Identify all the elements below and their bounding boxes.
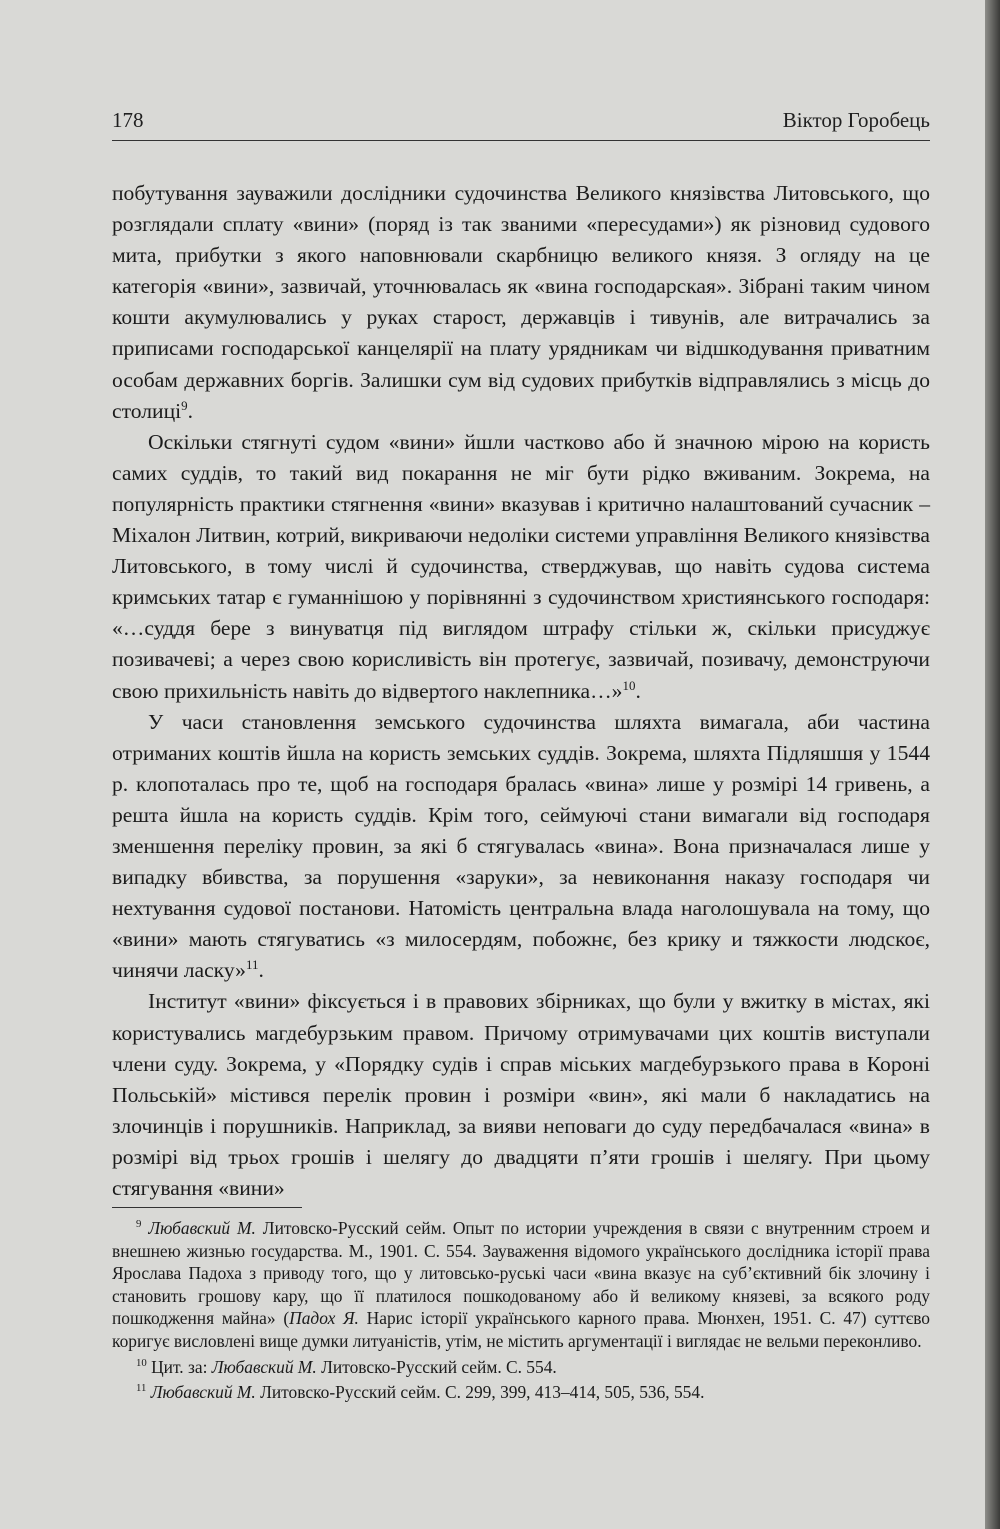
paragraph-1-text: побутування зауважили дослідники судочинства Великого князівства Литовського, що розглядали сплату «вини» (поряд із так званими «пересудами») як різновид судового мита, прибутки з якого наповнювали скарбницю великого князя. З огляду на це категорія «вини», зазвичай, уточнювалась як «вина господарская». Зібрані таким чином кошти акумулювались у руках старост, державців і тивунів, але витрачались за приписами господарської канцелярії на плату урядникам чи відшкодування приватним особам державних боргів. Залишки сум від судових прибутків відправлялись з місць до столиці — [112, 181, 930, 423]
footnote-11 — [112, 1381, 930, 1404]
paragraph-1-end: . — [187, 398, 194, 423]
footnote-text: Литовско-Русский сейм. Опыт по истории учреждения в связи с внутренним строем и внешнею жизнью государства. М., 1901. С. 554. Зауваження відомого українського дослідника історії права Ярослава Падоха з приводу того, що у литовсько-руські часи «вина вказує на суб’єктивний бік злочину і становить грошову кару, що її платилося пошкодованому або й великому князеві, за всякого роду пошкодження майна» ( — [112, 1218, 930, 1329]
footnote-divider — [112, 1207, 302, 1208]
footnote-author: Любавский М. — [150, 1382, 256, 1403]
paragraph-1 — [112, 178, 930, 427]
paragraph-3 — [112, 707, 930, 987]
footnotes — [112, 1217, 930, 1404]
footnote-author: Любавский М. — [211, 1356, 317, 1377]
page-number: 178 — [112, 108, 144, 132]
footnote-prefix: Цит. за: — [151, 1356, 212, 1377]
paragraph-4 — [112, 986, 930, 1204]
paragraph-3-text: У часи становлення земського судочинства шляхта вимагала, аби частина отриманих коштів йшла на користь земських суддів. Зокрема, шляхта Підляшшя у 1544 р. клопоталась про те, щоб на господаря бралась «вина» лише у розмірі 14 гривень, а решта йшла на користь суддів. Крім того, сеймуючі стани вимагали від господаря зменшення переліку провин, за які б стягувалась «вина». Вона призначалася лише у випадку вбивства, за порушення «заруки», за невиконання наказу господаря чи нехтування судової постанови. Натомість центральна влада наголошувала на тому, що «вини» мають стягуватись «з милосердям, побожнє, без крику и тяжкости людскоє, чинячи ласку» — [112, 709, 930, 983]
page-header — [112, 108, 930, 141]
paragraph-3-end: . — [258, 958, 264, 983]
footnote-10 — [112, 1356, 930, 1379]
footnote-text: Литовско-Русский сейм. С. 299, 399, 413–414, 505, 536, 554. — [255, 1382, 705, 1403]
running-head-author: Віктор Горобець — [782, 108, 930, 132]
note-ref-10: 10 — [622, 677, 636, 693]
main-text — [112, 178, 930, 1204]
page-edge-shadow — [985, 0, 1000, 1529]
footnote-text-2: Нарис історії українського карного права. Мюнхен, 1951. С. 47) суттєво коригує висловлені вище думки литуаністів, утім, не містить аргументації і виглядає не вельми переконливо. — [112, 1308, 930, 1351]
note-ref-11: 11 — [245, 957, 259, 973]
paragraph-2 — [112, 427, 930, 707]
footnote-text: Литовско-Русский сейм. С. 554. — [316, 1356, 557, 1377]
note-ref-9: 9 — [181, 397, 188, 413]
footnote-mark: 11 — [136, 1382, 147, 1395]
footnote-mark: 9 — [136, 1218, 142, 1231]
footnote-author-2: Падох Я. — [289, 1308, 359, 1329]
paragraph-2-text: Оскільки стягнуті судом «вини» йшли частково або й значною мірою на користь самих суддів, то такий вид покарання не міг бути рідко вживаним. Зокрема, на популярність практики стягнення «вини» вказував і критично налаштований сучасник – Міхалон Литвин, котрий, викриваючи недоліки системи управління Великого князівства Литовського, в тому числі й судочинства, стверджував, що навіть судова система кримських татар є гуманнішою у порівнянні з судочинством християнського господаря: «…суддя бере з винуватця під виглядом штрафу стільки ж, скільки присуджує позивачеві; а через свою корисливість він протегує, зазвичай, позивачу, демонструючи свою прихильність навіть до відвертого наклепника…» — [112, 429, 930, 703]
footnote-9 — [112, 1217, 930, 1353]
footnote-mark: 10 — [136, 1356, 147, 1369]
paragraph-4-text: Інститут «вини» фіксується і в правових збірниках, що були у вжитку в містах, які користувались магдебурзьким правом. Причому отримувачами цих коштів виступали члени суду. Зокрема, у «Порядку судів і справ міських магдебурзького права в Короні Польській» містився перелік провин і розміри «вин», які мали б накладатись на злочинців і порушників. Наприклад, за вияви неповаги до суду передбачалася «вина» в розмірі від трьох грошів і шелягу до двадцяти п’яти грошів і шелягу. При цьому стягування «вини» — [112, 989, 930, 1200]
paragraph-2-end: . — [635, 678, 641, 703]
footnote-author: Любавский М. — [148, 1218, 256, 1238]
